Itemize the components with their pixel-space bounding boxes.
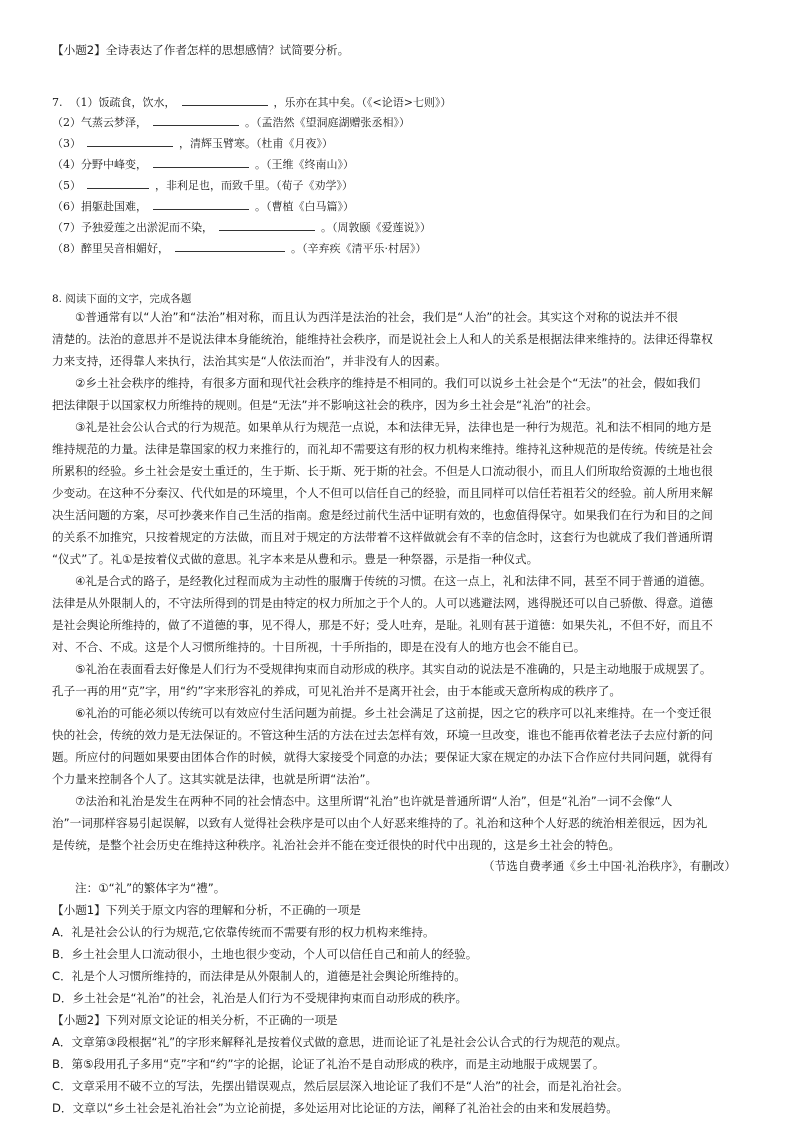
- q7-line-3-post: ，清辉玉臂寒。（杜甫《月夜》）: [179, 137, 333, 150]
- q7-line-4: [52, 156, 354, 172]
- passage-line: 快的社会，传统的效力是无法保证的。不管这种生活的方法在过去怎样有效，环境一旦改变，谁也不能再依着老法子去应付新的问: [52, 728, 713, 742]
- passage-line: 题。所应付的问题如果要由团体合作的时候，就得大家接受个同意的办法；要保证大家在规定的办法下合作应付共同问题，就得有: [52, 750, 713, 764]
- subquestion-1-stem: 【小题1】下列关于原文内容的理解和分析，不正确的一项是: [52, 903, 361, 917]
- passage-line: “仪式”了。礼①是按着仪式做的意思。礼字本来是从豊和示。豊是一种祭器，示是指一种仪式。: [52, 552, 539, 566]
- passage-line: 所累积的经验。乡土社会是安土重迁的，生于斯、长于斯、死于斯的社会。不但是人口流动很小，而且人们所取给资源的土地也很: [52, 464, 713, 478]
- q7-line-2: [52, 114, 410, 130]
- subquestion-1-option-a[interactable]: A．礼是社会公认的行为规范,它依靠传统而不需要有形的权力机构来维持。: [52, 925, 435, 939]
- subquestion-2-option-c[interactable]: C．文章采用不破不立的写法，先摆出错误观点，然后层层深入地论证了我们不是“人治”的社会，而是礼治社会。: [52, 1079, 629, 1093]
- passage-line: 清楚的。法治的意思并不是说法律本身能统治，能维持社会秩序，而是说社会上人和人的关系是根据法律来维持的。法律还得靠权: [52, 332, 713, 346]
- passage-line: 法律是从外限制人的，不守法所得到的罚是由特定的权力所加之于个人的。人可以逃避法网，逃得脱还可以自己骄傲、得意。道德: [52, 596, 713, 610]
- q7-blank-6[interactable]: [153, 198, 249, 210]
- passage-line: ⑤礼治在表面看去好像是人们行为不受规律拘束而自动形成的秩序。其实自动的说法是不准确的，只是主动地服于成规罢了。: [75, 662, 712, 676]
- subquestion-2-stem: 【小题2】下列对原文论证的相关分析，不正确的一项是: [52, 1013, 338, 1027]
- q7-line-2-pre: （2）气蒸云梦泽，: [52, 116, 147, 129]
- passage-line: 的关系不加推究，只按着规定的方法做，而且对于规定的方法带着不这样做就会有不幸的信念时，这套行为也就成了我们普通所谓: [52, 530, 713, 544]
- passage-line: ③礼是社会公认合式的行为规范。如果单从行为规范一点说，本和法律无异，法律也是一种行为规范。礼和法不相同的地方是: [75, 420, 712, 434]
- q7-blank-3[interactable]: [87, 135, 173, 147]
- passage-line: 个力量来控制各个人了。这其实就是法律，也就是所谓“法治”。: [52, 772, 378, 786]
- subquestion-1-option-c[interactable]: C．礼是个人习惯所维持的，而法律是从外限制人的，道德是社会舆论所维持的。: [52, 969, 466, 983]
- q7-blank-1[interactable]: [182, 94, 268, 106]
- q7-line-1-pre: （1）饭疏食，饮水，: [69, 96, 176, 109]
- q7-line-5: [52, 177, 353, 193]
- passage-line: 是传统，是整个社会历史在维持这种秩序。礼治社会并不能在变迁很快的时代中出现的，这是乡土社会的特色。: [52, 838, 621, 852]
- q7-blank-4[interactable]: [153, 156, 249, 168]
- passage-line: ②乡土社会秩序的维持，有很多方面和现代社会秩序的维持是不相同的。我们可以说乡土社会是个“无法”的社会，假如我们: [75, 376, 701, 390]
- question-2-prompt: 【小题2】全诗表达了作者怎样的思想感情？试简要分析。: [52, 43, 350, 57]
- passage-line: 把法律限于以国家权力所维持的规则。但是“无法”并不影响这社会的秩序，因为乡土社会是“礼治”的社会。: [52, 398, 598, 412]
- q7-line-8-pre: （8）醉里吴音相媚好，: [52, 242, 169, 255]
- q8-heading: 8. 阅读下面的文字，完成各题: [52, 293, 192, 305]
- q7-blank-8[interactable]: [175, 240, 285, 252]
- q7-line-4-pre: （4）分野中峰变，: [52, 158, 147, 171]
- q7-number: 7.: [52, 96, 63, 109]
- q7-line-7-pre: （7）予独爱莲之出淤泥而不染，: [52, 221, 213, 234]
- subquestion-2-option-d[interactable]: D．文章以“乡土社会是礼治社会”为立论前提，多处运用对比论证的方法，阐释了礼治社会的由来和发展趋势。: [52, 1101, 618, 1115]
- q7-line-7: [52, 219, 431, 235]
- passage-line: 力来支持，还得靠人来执行，法治其实是“人依法而治”，并非没有人的因素。: [52, 354, 447, 368]
- passage-line: 决生活问题的方案，尽可抄袭来作自己生活的指南。愈是经过前代生活中证明有效的，也愈值得保守。如果我们在行为和目的之间: [52, 508, 713, 522]
- q7-blank-5[interactable]: [87, 177, 149, 189]
- passage-line: 维持规范的力量。法律是靠国家的权力来推行的，而礼却不需要这有形的权力机构来维持。维持礼这种规范的是传统。传统是社会: [52, 442, 713, 456]
- passage-line: ⑥礼治的可能必须以传统可以有效应付生活问题为前提。乡土社会满足了这前提，因之它的秩序可以礼来维持。在一个变迁很: [75, 706, 712, 720]
- q7-line-1: [52, 94, 451, 110]
- passage-line: 对、不合、不成。这是个人习惯所维持的。十目所视，十手所指的，即是在没有人的地方也会不能自已。: [52, 640, 586, 654]
- q7-line-3: [52, 135, 333, 151]
- q7-line-2-post: 。（孟浩然《望洞庭湖赠张丞相》）: [245, 116, 410, 129]
- q7-line-5-pre: （5）: [52, 179, 81, 192]
- passage-line: ⑦法治和礼治是发生在两种不同的社会情态中。这里所谓“礼治”也许就是普通所谓“人治”，但是“礼治”一词不会像“人: [75, 794, 673, 808]
- q7-blank-7[interactable]: [219, 219, 315, 231]
- q7-line-4-post: 。（王维《终南山》）: [255, 158, 354, 171]
- q7-line-6-pre: （6）捐躯赴国难，: [52, 200, 147, 213]
- subquestion-2-option-b[interactable]: B．第⑤段用孔子多用“克”字和“约”字的论据，论证了礼治不是自动形成的秩序，而是主动地服于成规罢了。: [52, 1057, 605, 1071]
- passage-line: 治”一词那样容易引起误解，以致有人觉得社会秩序是可以由个人好恶来维持的了。礼治和这种个人好恶的统治相差很远，因为礼: [52, 816, 708, 830]
- passage-line: 是社会舆论所维持的，做了不道德的事，见不得人，那是不好；受人吐弃，是耻。礼则有甚于道德：如果失礼，不但不好，而且不: [52, 618, 713, 632]
- q7-line-5-post: ，非利足也，而致千里。（荀子《劝学》）: [155, 179, 353, 192]
- passage-line: ①普通常有以“人治”和“法治”相对称，而且认为西洋是法治的社会，我们是“人治”的社会。其实这个对称的说法并不很: [75, 310, 678, 324]
- passage-note: 注：①“礼”的繁体字为“禮”。: [75, 881, 226, 895]
- q7-line-7-post: 。（周敦颐《爱莲说》）: [321, 221, 431, 234]
- subquestion-1-option-d[interactable]: D．乡土社会是“礼治”的社会，礼治是人们行为不受规律拘束而自动形成的秩序。: [52, 991, 468, 1005]
- passage-line: 孔子一再的用“克”字，用“约”字来形容礼的养成，可见礼治并不是离开社会，由于本能或天意所构成的秩序了。: [52, 684, 621, 698]
- passage-line: ④礼是合式的路子，是经教化过程而成为主动性的服膺于传统的习惯。在这一点上，礼和法律不同，甚至不同于普通的道德。: [75, 574, 712, 588]
- q7-line-8-post: 。（辛弃疾《清平乐·村居》）: [291, 242, 427, 255]
- q7-line-6-post: 。（曹植《白马篇》）: [255, 200, 354, 213]
- subquestion-2-option-a[interactable]: A．文章第③段根据“礼”的字形来解释礼是按着仪式做的意思，进而论证了礼是社会公认合式的行为规范的观点。: [52, 1035, 628, 1049]
- q7-line-3-pre: （3）: [52, 137, 81, 150]
- q7-line-8: [52, 240, 427, 256]
- passage-line: 少变动。在这种不分秦汉、代代如是的环境里，个人不但可以信任自己的经验，而且同样可以信任若祖若父的经验。前人所用来解: [52, 486, 713, 500]
- passage-source: （节选自费孝通《乡土中国·礼治秩序》，有删改）: [483, 859, 736, 873]
- subquestion-1-option-b[interactable]: B．乡土社会里人口流动很小，土地也很少变动，个人可以信任自己和前人的经验。: [52, 947, 478, 961]
- q7-blank-2[interactable]: [153, 114, 239, 126]
- q7-line-6: [52, 198, 354, 214]
- q7-line-1-post: ，乐亦在其中矣。（《<论语>七则》）: [273, 96, 452, 109]
